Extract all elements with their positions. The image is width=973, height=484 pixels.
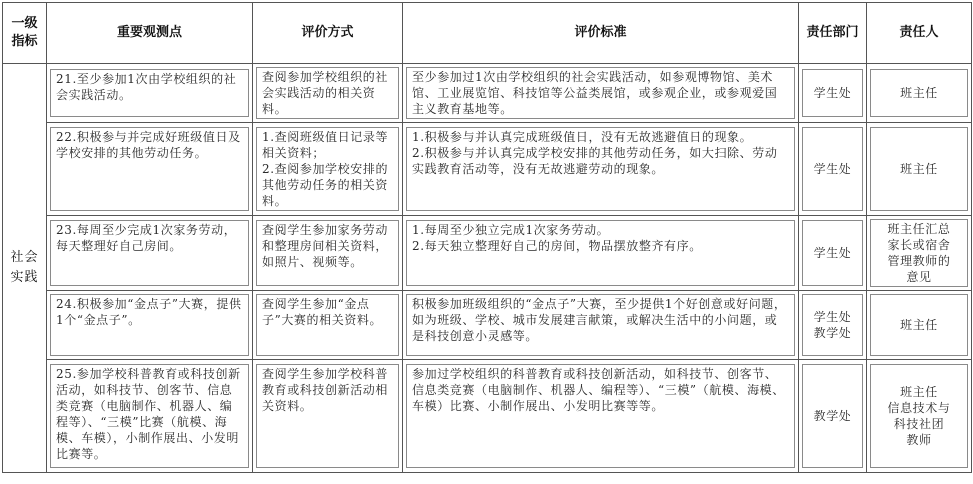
header-row xyxy=(3,3,972,64)
evaluation-table xyxy=(2,2,972,473)
responsible-person: 班主任 xyxy=(870,127,968,211)
table-row xyxy=(3,216,972,291)
table-row xyxy=(3,123,972,216)
evaluation-method: 1.查阅班级值日记录等相关资料； 2.查阅参加学校安排的其他劳动任务的相关资料。 xyxy=(256,127,399,211)
table-row xyxy=(3,64,972,123)
observation-point: 21.至少参加1次由学校组织的社会实践活动。 xyxy=(50,69,249,117)
header-category: 一级指标 xyxy=(3,3,47,64)
evaluation-method: 查阅参加学校组织的社会实践活动的相关资料。 xyxy=(256,67,399,119)
header-evaluation-method: 评价方式 xyxy=(253,3,403,64)
evaluation-table-container xyxy=(2,2,971,473)
evaluation-method: 查阅学生参加“金点子”大赛的相关资料。 xyxy=(256,294,399,356)
responsible-person: 班主任 xyxy=(870,294,968,356)
evaluation-standard: 1.每周至少独立完成1次家务劳动。 2.每天独立整理好自己的房间，物品摆放整齐有序。 xyxy=(406,220,795,286)
responsible-person: 班主任汇总 家长或宿舍 管理教师的 意见 xyxy=(870,219,968,287)
evaluation-method: 查阅学生参加学校科普教育或科技创新活动相关资料。 xyxy=(256,364,399,468)
evaluation-standard: 参加过学校组织的科普教育或科技创新活动，如科技节、创客节、信息类竞赛（电脑制作、机器人、编程等）、“三模”（航模、海模、车模）比赛、小制作展出、小发明比赛等等。 xyxy=(406,364,795,468)
category-label: 社会实践 xyxy=(10,250,39,285)
header-responsible-dept: 责任部门 xyxy=(799,3,867,64)
observation-point: 25.参加学校科普教育或科技创新活动，如科技节、创客节、信息类竞赛（电脑制作、机器人、编程等）、“三模”比赛（航模、海模、车模），小制作展出、小发明比赛等。 xyxy=(50,364,249,468)
evaluation-standard: 1.积极参与并认真完成班级值日，没有无故逃避值日的现象。 2.积极参与并认真完成学校安排的其他劳动任务，如大扫除、劳动实践教育活动等，没有无故逃避劳动的现象。 xyxy=(406,127,795,211)
observation-point: 24.积极参加“金点子”大赛，提供1个“金点子”。 xyxy=(50,294,249,356)
category-cell xyxy=(3,64,47,473)
responsible-dept: 教学处 xyxy=(802,364,863,468)
header-responsible-person: 责任人 xyxy=(867,3,972,64)
evaluation-method: 查阅学生参加家务劳动和整理房间相关资料，如照片、视频等。 xyxy=(256,220,399,286)
responsible-person: 班主任 信息技术与 科技社团 教师 xyxy=(870,364,968,468)
observation-point: 22.积极参与并完成好班级值日及学校安排的其他劳动任务。 xyxy=(50,127,249,211)
observation-point: 23.每周至少完成1次家务劳动，每天整理好自己房间。 xyxy=(50,220,249,286)
responsible-dept: 学生处 教学处 xyxy=(802,294,863,356)
header-observation-point: 重要观测点 xyxy=(47,3,253,64)
responsible-dept: 学生处 xyxy=(802,69,863,117)
header-evaluation-standard: 评价标准 xyxy=(403,3,799,64)
table-row xyxy=(3,360,972,473)
responsible-dept: 学生处 xyxy=(802,127,863,211)
responsible-person: 班主任 xyxy=(870,69,968,117)
evaluation-standard: 积极参加班级组织的“金点子”大赛，至少提供1个好创意或好问题，如为班级、学校、城市发展建言献策，或解决生活中的小问题，或是科技创意小灵感等。 xyxy=(406,294,795,356)
evaluation-standard: 至少参加过1次由学校组织的社会实践活动，如参观博物馆、美术馆、工业展览馆、科技馆等公益类展馆，或参观企业，或参观爱国主义教育基地等。 xyxy=(406,67,795,119)
responsible-dept: 学生处 xyxy=(802,220,863,286)
table-row xyxy=(3,291,972,360)
